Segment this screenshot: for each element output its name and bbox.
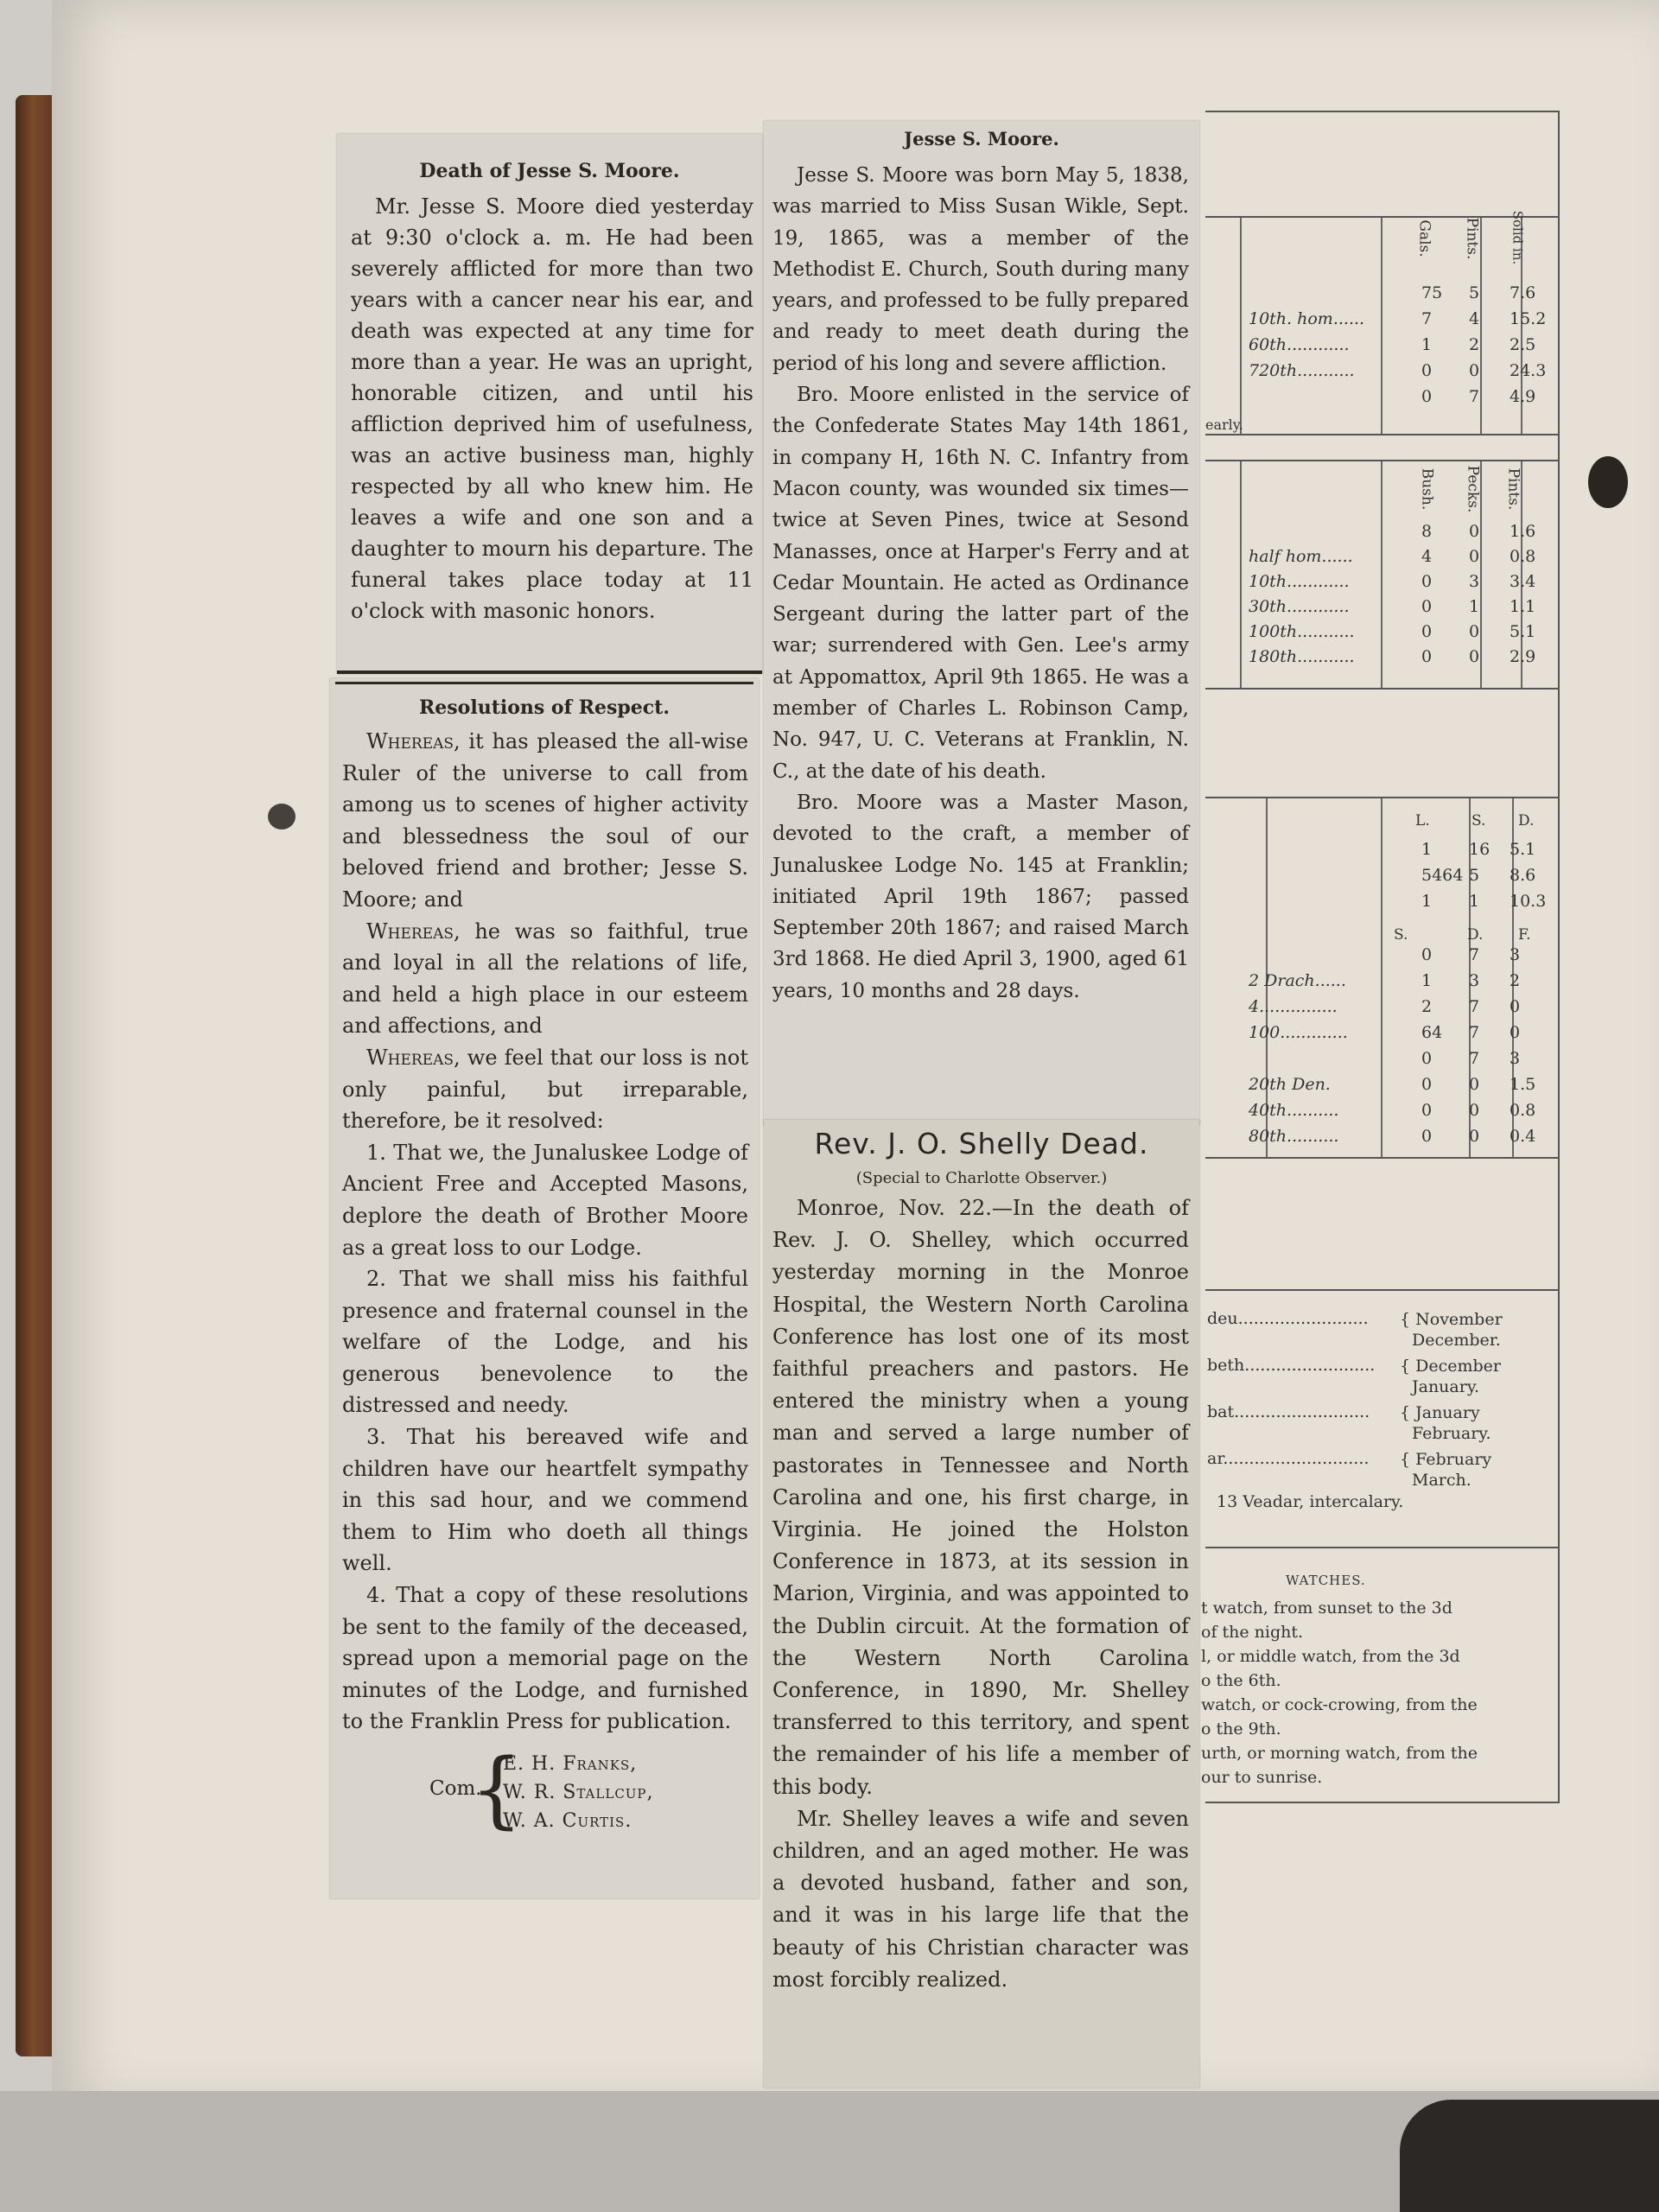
table-row bbox=[1205, 547, 1560, 571]
cell: 7 bbox=[1469, 1023, 1480, 1042]
clipping-paragraph: 1. That we, the Junaluskee Lodge of Ancient Free and Accepted Masons, deplore the death of Brother Moore as a great loss to our Lodge. bbox=[342, 1140, 748, 1260]
row-label: 80th.......... bbox=[1249, 1127, 1339, 1146]
cell: 0 bbox=[1510, 1023, 1521, 1042]
intercalary-note: 13 Veadar, intercalary. bbox=[1217, 1492, 1404, 1511]
cell: 8.6 bbox=[1510, 866, 1536, 885]
col-header: Solid in. bbox=[1510, 210, 1526, 265]
cell: 3.4 bbox=[1510, 572, 1536, 591]
cell: 0 bbox=[1421, 572, 1433, 591]
dark-object bbox=[1400, 2100, 1659, 2212]
cell: 15.2 bbox=[1510, 309, 1547, 328]
cell: 2 bbox=[1421, 997, 1433, 1016]
cell: 0 bbox=[1421, 1127, 1433, 1146]
table-row bbox=[1205, 1127, 1560, 1151]
clipping-paragraph: Bro. Moore was a Master Mason, devoted to the craft, a member of Junaluskee Lodge No. 145 at Franklin; initiated April 19th 1867; passed September 20th 1867; and raised March 3rd 1868. He died April 3, 1900, aged 61 years, 10 months and 28 days. bbox=[772, 791, 1189, 1002]
row-label: 60th............ bbox=[1249, 335, 1350, 354]
table-row bbox=[1205, 622, 1560, 646]
brace: { bbox=[470, 1741, 524, 1838]
cell: 2.9 bbox=[1510, 647, 1536, 666]
clipping-title: Death of Jesse S. Moore. bbox=[419, 160, 680, 182]
cell: 5 bbox=[1469, 866, 1480, 885]
cell: 7 bbox=[1469, 997, 1480, 1016]
month-range-line: { November bbox=[1400, 1310, 1503, 1329]
cell: 0 bbox=[1469, 1127, 1480, 1146]
clipping-paragraph: 2. That we shall miss his faithful presence and fraternal counsel in the welfare of the Lodge, and his generous benevolence to the distressed and needy. bbox=[342, 1267, 748, 1418]
row-label: 180th........... bbox=[1249, 647, 1355, 666]
col-header: S. bbox=[1471, 812, 1486, 830]
measures-block-liquid bbox=[1205, 210, 1560, 435]
month-range bbox=[1400, 1356, 1501, 1397]
clipping-title: Rev. J. O. Shelly Dead. bbox=[814, 1127, 1149, 1160]
clipping-shelly-obituary bbox=[764, 1120, 1199, 2088]
table-row bbox=[1205, 1023, 1560, 1047]
clipping-resolutions bbox=[330, 678, 759, 1898]
cell: 3 bbox=[1510, 945, 1521, 964]
ink-blot bbox=[1588, 456, 1628, 508]
table-row bbox=[1205, 387, 1560, 411]
col-header: Bush. bbox=[1418, 467, 1436, 511]
side-note: early. bbox=[1205, 416, 1243, 433]
cell: 7.6 bbox=[1510, 283, 1536, 302]
cell: 0 bbox=[1469, 1101, 1480, 1120]
table-row bbox=[1205, 572, 1560, 596]
table-row bbox=[1205, 1075, 1560, 1099]
col-header: Pecks. bbox=[1464, 465, 1482, 513]
cell: 3 bbox=[1469, 971, 1480, 990]
col-header: Pints. bbox=[1504, 467, 1522, 511]
watch-line: of the night. bbox=[1201, 1623, 1304, 1642]
clipping-title: Jesse S. Moore. bbox=[904, 128, 1059, 149]
cell: 0 bbox=[1421, 1101, 1433, 1120]
col-header: Pints. bbox=[1463, 217, 1481, 260]
cell: 0.8 bbox=[1510, 1101, 1536, 1120]
cell: 0 bbox=[1421, 647, 1433, 666]
cell: 0 bbox=[1469, 547, 1480, 566]
month-range-line: { January bbox=[1400, 1403, 1480, 1422]
cell: 3 bbox=[1469, 572, 1480, 591]
cell: 7 bbox=[1469, 1049, 1480, 1068]
col-header: S. bbox=[1394, 926, 1408, 944]
watches-rule bbox=[1205, 1547, 1560, 1548]
cell: 5464 bbox=[1421, 866, 1464, 885]
row-label: 720th........... bbox=[1249, 361, 1355, 380]
cell: 0 bbox=[1469, 361, 1480, 380]
cell: 7 bbox=[1469, 945, 1480, 964]
month-range bbox=[1400, 1402, 1491, 1444]
clipping-biography bbox=[764, 121, 1199, 1125]
cell: 4 bbox=[1421, 547, 1433, 566]
cell: 64 bbox=[1421, 1023, 1443, 1042]
row-label: 10th............ bbox=[1249, 572, 1350, 591]
row-label: 100............. bbox=[1249, 1023, 1348, 1042]
cell: 0 bbox=[1421, 945, 1433, 964]
signer-name: W. R. Stallcup, bbox=[503, 1782, 654, 1803]
clipping-paragraph: Mr. Shelley leaves a wife and seven children, and an aged mother. He was a devoted husband, father and son, and it was in his large life that the beauty of his Christian character was most forcibly realized. bbox=[772, 1806, 1189, 1992]
table-row bbox=[1205, 892, 1560, 916]
table-row bbox=[1205, 597, 1560, 621]
clipping-subtitle: (Special to Charlotte Observer.) bbox=[855, 1169, 1108, 1187]
cell: 4 bbox=[1469, 309, 1480, 328]
month-name: ar............................ bbox=[1207, 1449, 1370, 1468]
clipping-paragraph: Bro. Moore enlisted in the service of the Confederate States May 14th 1861, in company H, 16th N. C. Infantry from Macon county, was wounded six times—twice at Seven Pines, twice at Sesond Manasses, once at Harper's Ferry and at Cedar Mountain. He acted as Ordinance Sergeant during the latter part of the war; surrendered with Gen. Lee's army at Appomattox, April 9th 1865. He was a member of Charles L. Robinson Camp, No. 947, U. C. Veterans at Franklin, N. C., at the date of his death. bbox=[772, 384, 1189, 783]
col-header: D. bbox=[1518, 812, 1535, 830]
cell: 75 bbox=[1421, 283, 1443, 302]
divider bbox=[335, 682, 753, 684]
whereas-word: Whereas bbox=[366, 918, 454, 944]
cell: 0 bbox=[1421, 622, 1433, 641]
month-range-line: { December bbox=[1400, 1357, 1501, 1376]
month-range-line: December. bbox=[1412, 1331, 1501, 1350]
watches-title: WATCHES. bbox=[1286, 1573, 1366, 1588]
month-range bbox=[1400, 1449, 1491, 1491]
divider bbox=[337, 671, 762, 674]
cell: 5.1 bbox=[1510, 622, 1536, 641]
cell: 0 bbox=[1510, 997, 1521, 1016]
measures-block-money bbox=[1205, 797, 1560, 1159]
cell: 5.1 bbox=[1510, 840, 1536, 859]
clipping-paragraph: Monroe, Nov. 22.—In the death of Rev. J. O. Shelley, which occurred yesterday morning in the Monroe Hospital, the Western North Carolina Conference has lost one of its most faithful preachers and pastors. He entered the ministry when a young man and served a large number of pastorates in Tennessee and North Carolina and one, his first charge, in Virginia. He joined the Holston Conference in 1873, at its session in Marion, Virginia, and was appointed to the Dublin circuit. At the formation of the Western North Carolina Conference, in 1890, Mr. Shelley transferred to this territory, and spent the remainder of his life a member of this body. bbox=[772, 1196, 1189, 1799]
signer-name: E. H. Franks, bbox=[503, 1753, 638, 1775]
month-row bbox=[1205, 1449, 1551, 1492]
table-row bbox=[1205, 1101, 1560, 1125]
cell: 0 bbox=[1421, 1075, 1433, 1094]
committee-label: Com. bbox=[429, 1777, 482, 1800]
cell: 3 bbox=[1510, 1049, 1521, 1068]
month-name: deu......................... bbox=[1207, 1309, 1369, 1328]
table-row bbox=[1205, 647, 1560, 671]
cell: 1 bbox=[1421, 892, 1433, 911]
table-row bbox=[1205, 1049, 1560, 1073]
month-range bbox=[1400, 1309, 1503, 1351]
col-header: Gals. bbox=[1415, 219, 1433, 257]
row-label: 40th.......... bbox=[1249, 1101, 1339, 1120]
watch-line: o the 9th. bbox=[1201, 1719, 1281, 1738]
cell: 0 bbox=[1421, 597, 1433, 616]
table-row bbox=[1205, 945, 1560, 969]
cell: 1.1 bbox=[1510, 597, 1536, 616]
cell: 0.4 bbox=[1510, 1127, 1536, 1146]
month-range-line: January. bbox=[1412, 1377, 1480, 1396]
cell: 1 bbox=[1421, 840, 1433, 859]
month-range-line: March. bbox=[1412, 1471, 1471, 1490]
watch-line: our to sunrise. bbox=[1201, 1768, 1323, 1787]
cell: 0 bbox=[1469, 522, 1480, 541]
cell: 1.5 bbox=[1510, 1075, 1536, 1094]
cell: 0 bbox=[1421, 387, 1433, 406]
cell: 7 bbox=[1469, 387, 1480, 406]
table-row bbox=[1205, 309, 1560, 334]
clipping-title: Resolutions of Respect. bbox=[419, 696, 670, 719]
row-label: 100th........... bbox=[1249, 622, 1355, 641]
table-row bbox=[1205, 283, 1560, 308]
clipping-paragraph: Whereas, it has pleased the all-wise Ruler of the universe to call from among us to scenes of higher activity and blessedness the soul of our beloved friend and brother; Jesse S. Moore; and bbox=[342, 729, 748, 912]
cell: 8 bbox=[1421, 522, 1433, 541]
cell: 24.3 bbox=[1510, 361, 1547, 380]
clipping-body: Mr. Jesse S. Moore died yesterday at 9:30 o'clock a. m. He had been severely afflicted for more than two years with a cancer near his ear, and death was expected at any time for more than a year. He was an upright, honorable citizen, and until his affliction deprived him of usefulness, was an active business man, highly respected by all who knew him. He leaves a wife and one son and a daughter to mourn his departure. The funeral takes place today at 11 o'clock with masonic honors. bbox=[351, 194, 753, 623]
cell: 0 bbox=[1421, 1049, 1433, 1068]
cell: 2 bbox=[1510, 971, 1521, 990]
cell: 0 bbox=[1469, 647, 1480, 666]
watch-line: t watch, from sunset to the 3d bbox=[1201, 1599, 1452, 1618]
cell: 0 bbox=[1421, 361, 1433, 380]
watch-line: urth, or morning watch, from the bbox=[1201, 1744, 1478, 1763]
month-name: beth......................... bbox=[1207, 1356, 1376, 1375]
cell: 0.8 bbox=[1510, 547, 1536, 566]
cell: 1 bbox=[1469, 892, 1480, 911]
month-range-line: February. bbox=[1412, 1424, 1491, 1443]
col-header: D. bbox=[1467, 926, 1484, 944]
col-header: L. bbox=[1415, 812, 1430, 830]
cell: 16 bbox=[1469, 840, 1491, 859]
clipping-paragraph: Jesse S. Moore was born May 5, 1838, was married to Miss Susan Wikle, Sept. 19, 1865, was a member of the Methodist E. Church, South during many years, and professed to be fully prepared and ready to meet death during the period of his long and severe affliction. bbox=[772, 164, 1189, 375]
col-header: F. bbox=[1518, 926, 1531, 944]
table-row bbox=[1205, 361, 1560, 385]
row-label: 10th. hom...... bbox=[1249, 309, 1365, 328]
table-row bbox=[1205, 866, 1560, 890]
committee-signature bbox=[330, 1741, 759, 1841]
signer-name: W. A. Curtis. bbox=[503, 1810, 632, 1832]
clipping-paragraph: Whereas, we feel that our loss is not only painful, but irreparable, therefore, be it resolved: bbox=[342, 1045, 748, 1134]
cell: 2.5 bbox=[1510, 335, 1536, 354]
table-row bbox=[1205, 997, 1560, 1021]
row-label: 2 Drach...... bbox=[1249, 971, 1346, 990]
month-row bbox=[1205, 1402, 1551, 1446]
measures-block-dry bbox=[1205, 460, 1560, 690]
table-row bbox=[1205, 522, 1560, 546]
cell: 0 bbox=[1469, 622, 1480, 641]
clipping-paragraph: Whereas, he was so faithful, true and loyal in all the relations of life, and held a high place in our esteem and affections, and bbox=[342, 918, 748, 1039]
cell: 1.6 bbox=[1510, 522, 1536, 541]
cell: 1 bbox=[1469, 597, 1480, 616]
clipping-death-notice bbox=[337, 134, 762, 674]
watch-line: watch, or cock-crowing, from the bbox=[1201, 1695, 1478, 1714]
months-rule bbox=[1205, 1289, 1560, 1291]
cell: 10.3 bbox=[1510, 892, 1547, 911]
month-name: bat.......................... bbox=[1207, 1402, 1370, 1421]
month-range-line: { February bbox=[1400, 1450, 1492, 1469]
watch-line: o the 6th. bbox=[1201, 1671, 1281, 1690]
cell: 0 bbox=[1469, 1075, 1480, 1094]
clipping-paragraph: 4. That a copy of these resolutions be sent to the family of the deceased, spread upon a memorial page on the minutes of the Lodge, and furnished to the Franklin Press for publication. bbox=[342, 1583, 748, 1734]
ink-blot bbox=[268, 804, 296, 830]
month-row bbox=[1205, 1309, 1551, 1352]
row-label: half hom...... bbox=[1249, 547, 1353, 566]
row-label: 30th............ bbox=[1249, 597, 1350, 616]
cell: 2 bbox=[1469, 335, 1480, 354]
whereas-word: Whereas bbox=[366, 729, 454, 753]
watch-line: l, or middle watch, from the 3d bbox=[1201, 1647, 1460, 1666]
cell: 7 bbox=[1421, 309, 1433, 328]
clipping-paragraph: 3. That his bereaved wife and children have our heartfelt sympathy in this sad hour, and we commend them to Him who doeth all things well. bbox=[342, 1425, 748, 1576]
month-row bbox=[1205, 1356, 1551, 1399]
cell: 1 bbox=[1421, 971, 1433, 990]
table-row bbox=[1205, 335, 1560, 359]
table-row bbox=[1205, 840, 1560, 864]
whereas-word: Whereas bbox=[366, 1045, 454, 1070]
table-row bbox=[1205, 971, 1560, 995]
cell: 5 bbox=[1469, 283, 1480, 302]
row-label: 4............... bbox=[1249, 997, 1338, 1016]
cell: 1 bbox=[1421, 335, 1433, 354]
cell: 4.9 bbox=[1510, 387, 1536, 406]
row-label: 20th Den. bbox=[1249, 1075, 1331, 1094]
